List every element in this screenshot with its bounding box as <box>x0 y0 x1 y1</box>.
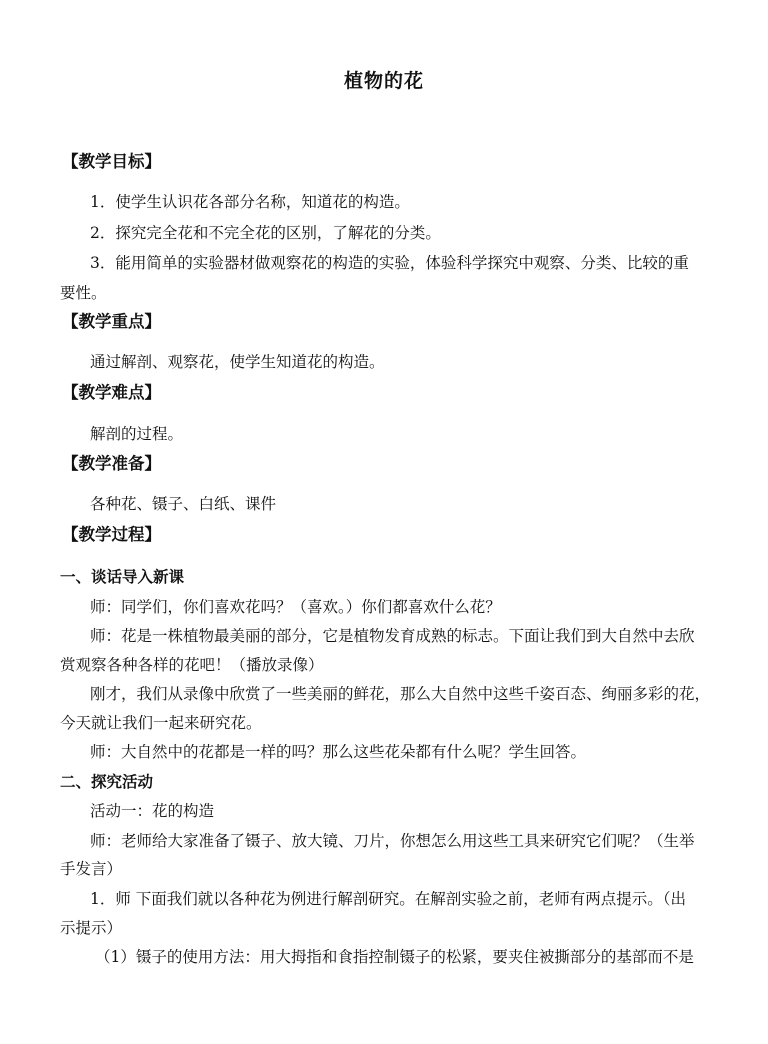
paragraph-continued: 手发言） <box>60 860 123 878</box>
objective-item: 2．探究完全花和不完全花的区别，了解花的分类。 <box>90 224 441 242</box>
objective-item-continued: 要性。 <box>60 284 107 302</box>
paragraph: 刚才，我们从录像中欣赏了一些美丽的鲜花，那么大自然中这些千姿百态、绚丽多彩的花， <box>90 685 711 703</box>
paragraph: 师：同学们，你们喜欢花吗？（喜欢。）你们都喜欢什么花？ <box>90 598 501 616</box>
objective-item: 1．使学生认识花各部分名称，知道花的构造。 <box>90 193 410 211</box>
section-heading-difficulties: 【教学难点】 <box>62 383 161 402</box>
paragraph-continued: 今天就让我们一起来研究花。 <box>60 714 262 732</box>
paragraph-continued: 示提示） <box>60 919 123 937</box>
page-title: 植物的花 <box>343 70 424 92</box>
paragraph: 各种花、镊子、白纸、课件 <box>90 495 277 513</box>
paragraph: （1）镊子的使用方法：用大拇指和食指控制镊子的松紧，要夹住被撕部分的基部而不是 <box>95 948 694 966</box>
section-heading-process: 【教学过程】 <box>62 525 161 544</box>
section-heading-preparation: 【教学准备】 <box>62 454 161 473</box>
paragraph: 解剖的过程。 <box>90 425 184 443</box>
paragraph: 通过解剖、观察花，使学生知道花的构造。 <box>90 353 385 371</box>
paragraph: 师：花是一株植物最美丽的部分，它是植物发育成熟的标志。下面让我们到大自然中去欣 <box>90 627 695 645</box>
paragraph: 师：老师给大家准备了镊子、放大镜、刀片，你想怎么用这些工具来研究它们呢？（生举 <box>90 832 695 850</box>
subsection-heading: 二、探究活动 <box>60 772 154 791</box>
objective-item: 3．能用简单的实验器材做观察花的构造的实验，体验科学探究中观察、分类、比较的重 <box>90 254 689 272</box>
section-heading-objectives: 【教学目标】 <box>62 152 161 171</box>
subsection-heading: 一、谈话导入新课 <box>60 567 185 586</box>
paragraph: 1．师 下面我们就以各种花为例进行解剖研究。在解剖实验之前，老师有两点提示。（出 <box>90 890 687 908</box>
paragraph: 活动一：花的构造 <box>90 802 215 820</box>
paragraph: 师：大自然中的花都是一样的吗？那么这些花朵都有什么呢？学生回答。 <box>90 743 587 761</box>
paragraph-continued: 赏观察各种各样的花吧！（播放录像） <box>60 656 324 674</box>
section-heading-key-points: 【教学重点】 <box>62 312 161 331</box>
